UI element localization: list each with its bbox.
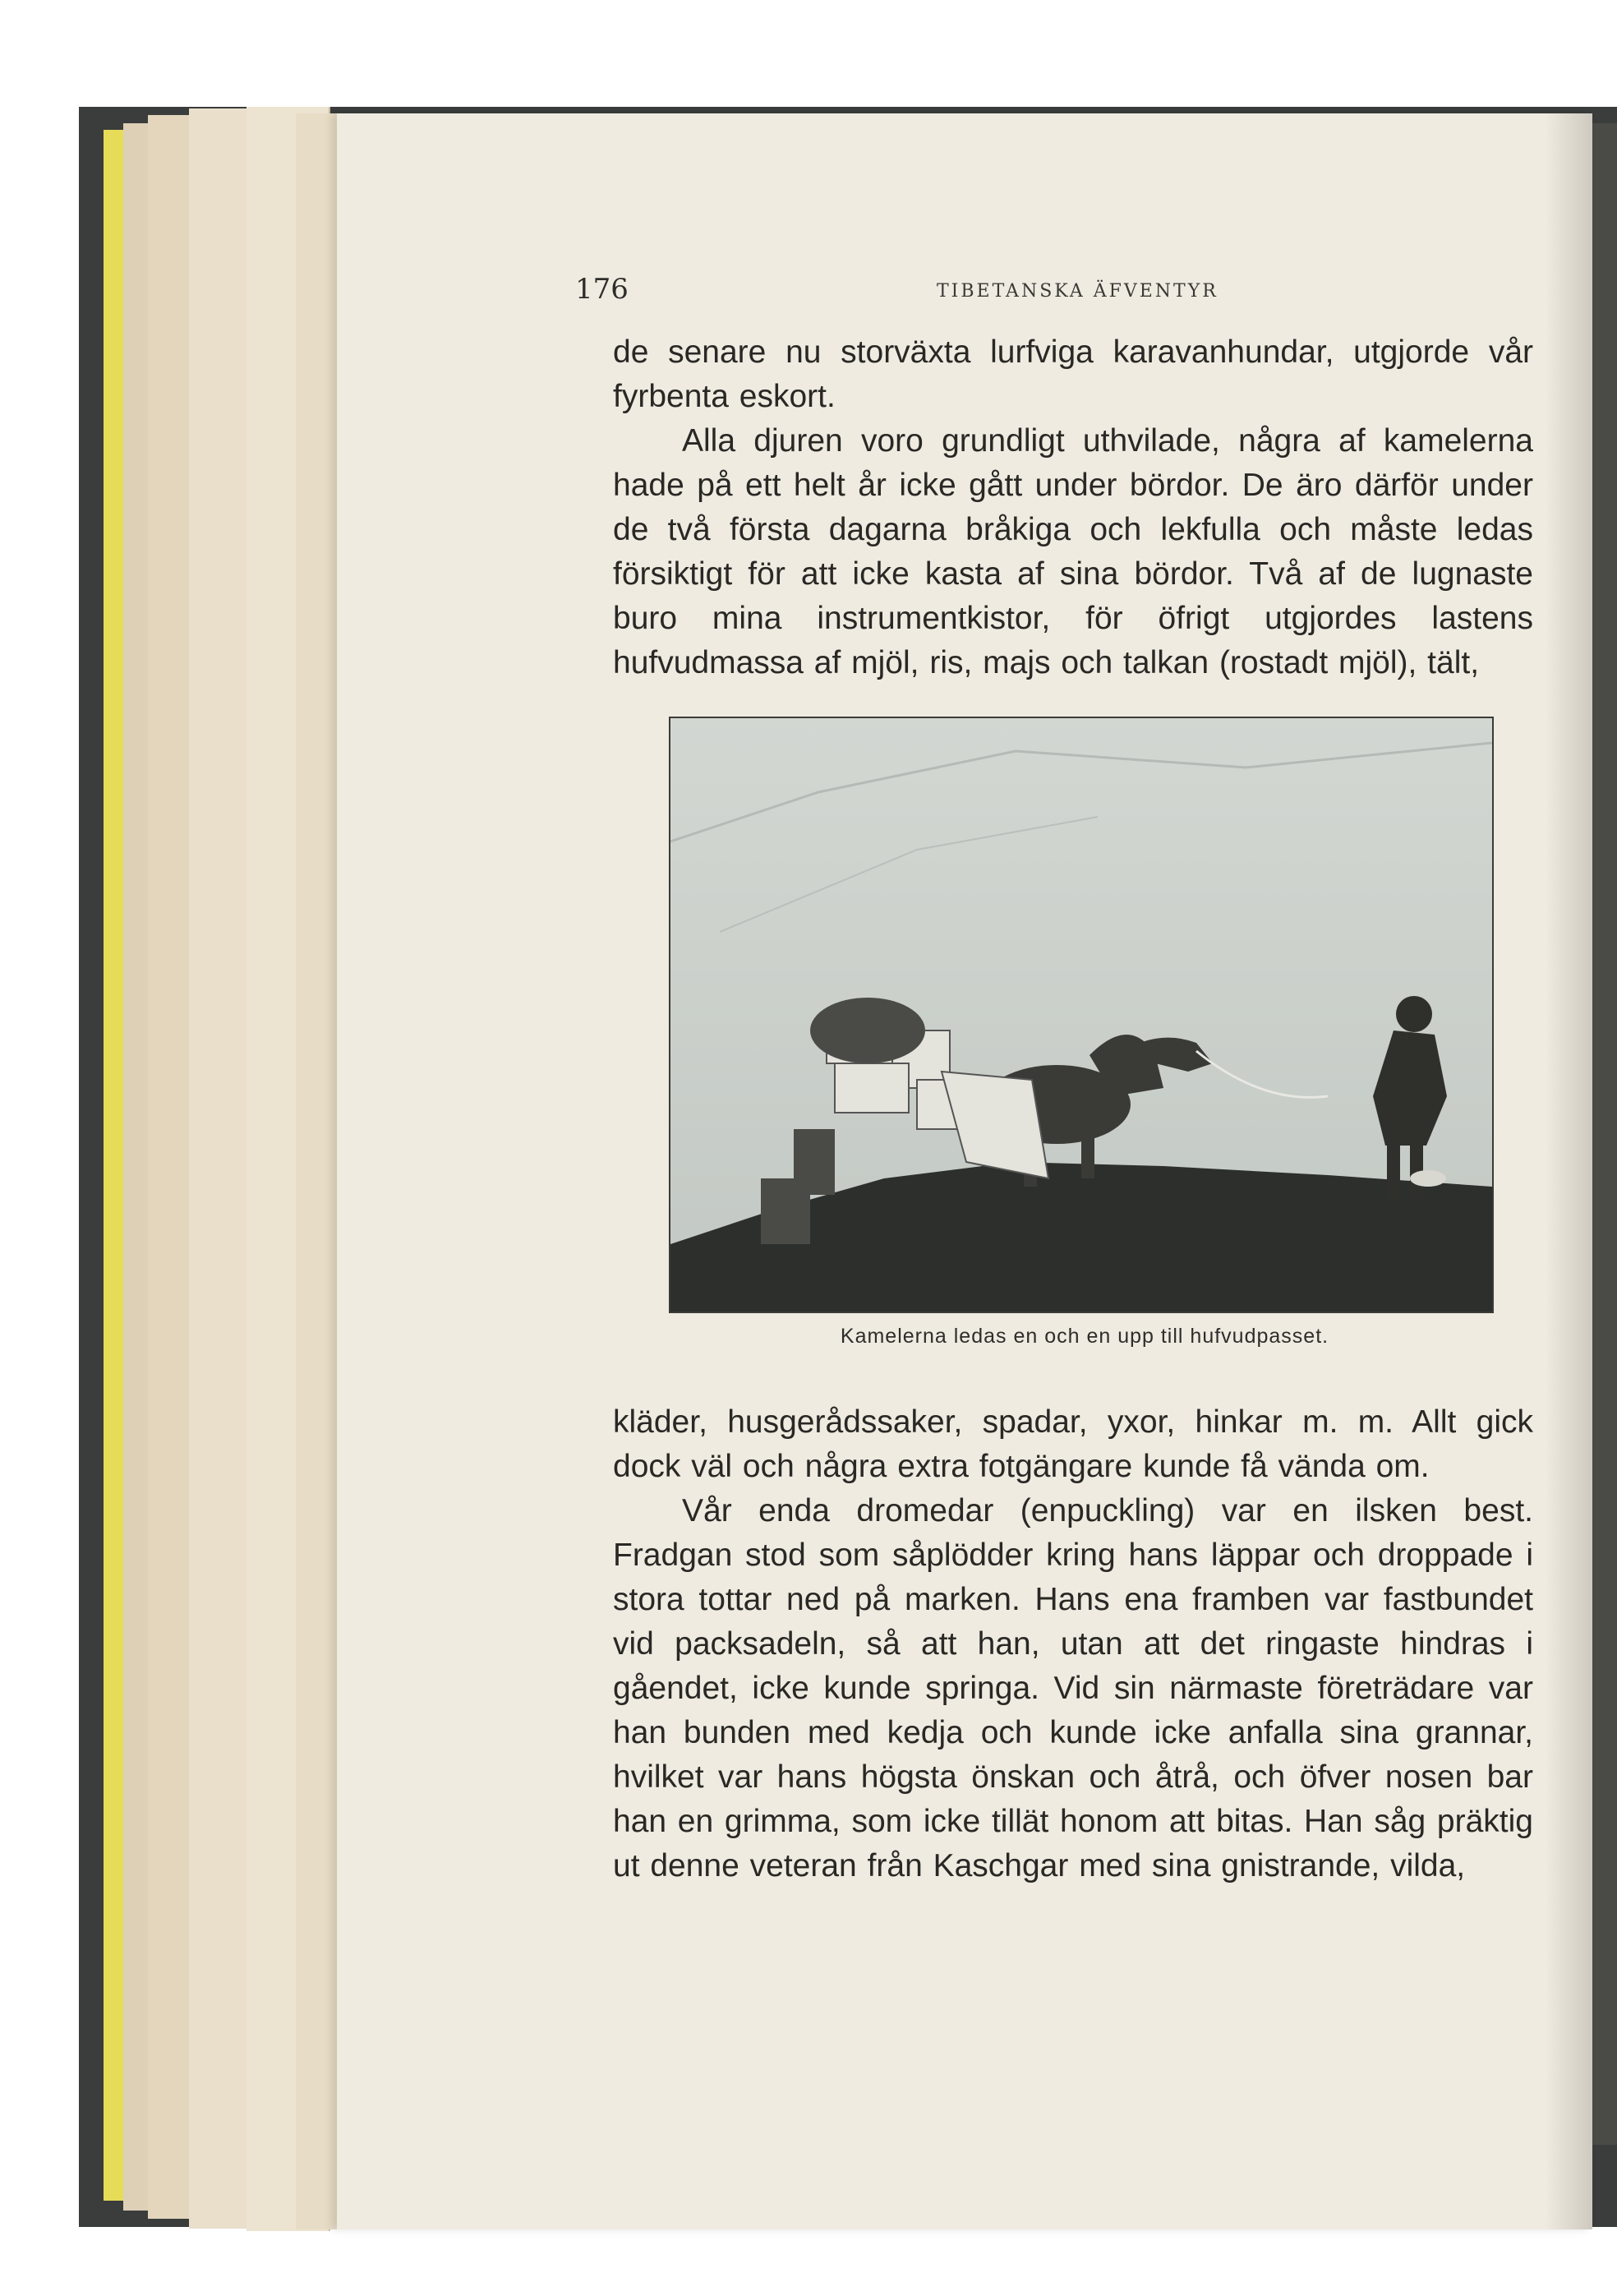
paragraph: kläder, husgerådssaker, spadar, yxor, hinkar m. m. Allt gick dock väl och några extra fotgängare kunde få vända om. (613, 1404, 1533, 1484)
paragraph: Vår enda dromedar (enpuckling) var en ilsken best. Fradgan stod som såplödder kring hans läppar och droppade i stora tottar ned på marken. Hans ena framben var fastbundet vid packsadeln, så att han, utan att det ringaste hindras i gåendet, icke kunde springa. Vid sin närmaste företrädare var han bunden med kedja och kunde icke anfalla sina grannar, hvilket var hans högsta önskan och åtrå, och öfver nosen bar han en grimma, som icke tillät honom att bitas. Han såg präktig ut denne veteran från Kaschgar med sina gnistrande, vilda, (613, 1493, 1533, 1883)
page-gutter-shadow (1545, 113, 1592, 2229)
page-number: 176 (575, 273, 629, 306)
paragraph: Alla djuren voro grundligt uthvilade, några af kamelerna hade på ett helt år icke gått under bördor. De äro därför under de två första dagarna bråkiga och lekfulla och måste ledas försiktigt för att icke kasta af sina bördor. Två af de lugnaste buro mina instrumentkistor, för öfrigt utgjordes lastens hufvudmassa af mjöl, ris, majs och talkan (rostadt mjöl), tält, (613, 423, 1533, 680)
photo-camel-caravan (669, 717, 1494, 1313)
bookmark-strip (104, 130, 123, 2201)
photo-illustration (670, 718, 1492, 1312)
paragraph: de senare nu storväxta lurfviga karavanhundar, utgjorde vår fyrbenta eskort. (613, 334, 1533, 414)
text-block-bottom (613, 1400, 1533, 1888)
text-block-top (613, 330, 1533, 685)
figure-caption: Kamelerna ledas en och en upp till hufvudpasset. (840, 1325, 1329, 1348)
running-header: TIBETANSKA ÄFVENTYR (937, 281, 1219, 302)
